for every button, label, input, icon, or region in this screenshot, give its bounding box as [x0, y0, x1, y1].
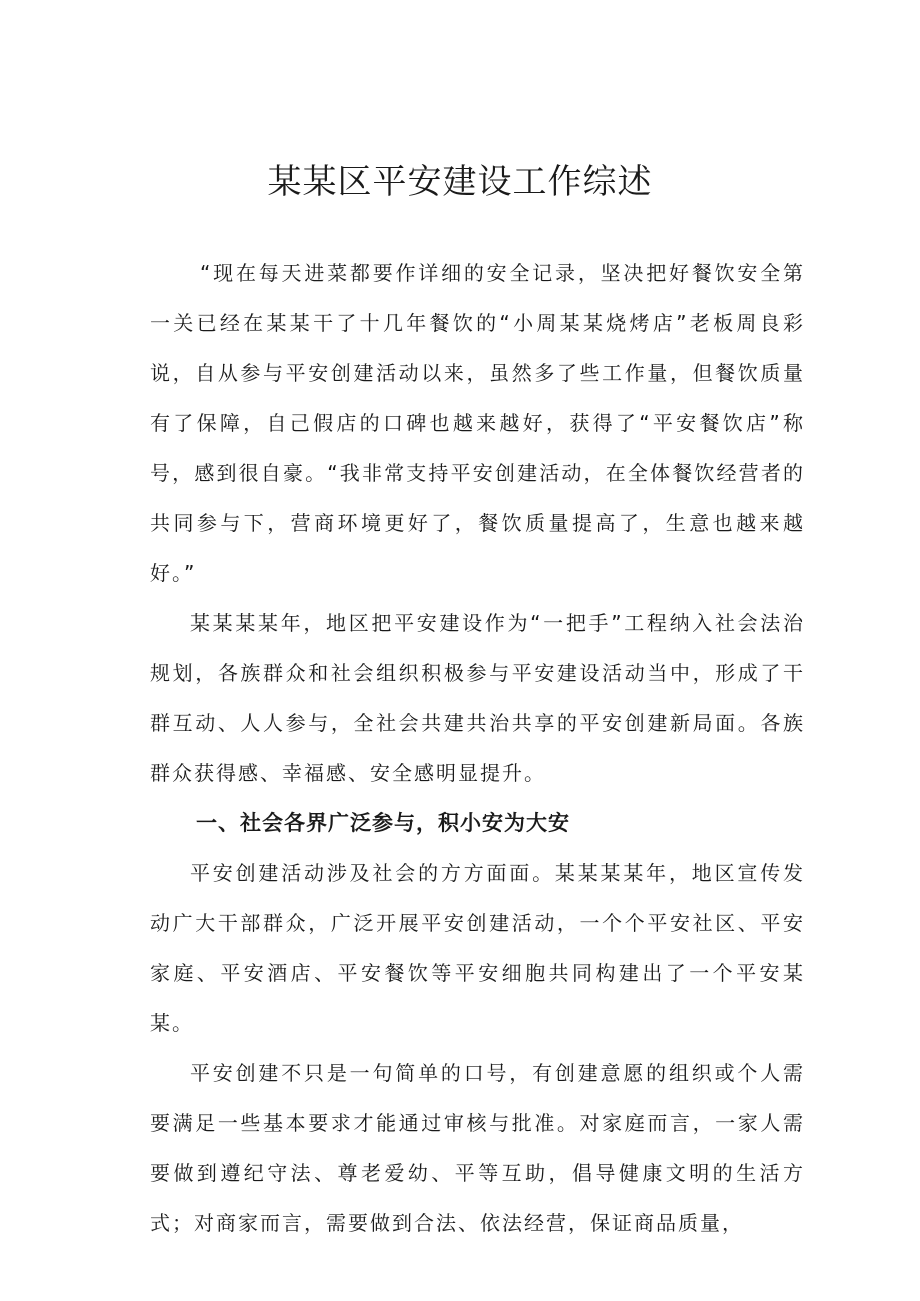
- section-1-paragraph-1: 平安创建活动涉及社会的方方面面。某某某某年，地区宣传发动广大干部群众，广泛开展平安创建活动，一个个平安社区、平安家庭、平安酒店、平安餐饮等平安细胞共同构建出了一个平安某某。: [150, 861, 805, 1035]
- section-1-paragraph-2: 平安创建不只是一句简单的口号，有创建意愿的组织或个人需要满足一些基本要求才能通过审核与批准。对家庭而言，一家人需要做到遵纪守法、尊老爱幼、平等互助，倡导健康文明的生活方式；对商家而言，需要做到合法、依法经营，保证商品质量，: [150, 1061, 805, 1235]
- paragraph-quote: “现在每天进菜都要作详细的安全记录，坚决把好餐饮安全第一关已经在某某干了十几年餐饮的“小周某某烧烤店”老板周良彩说，自从参与平安创建活动以来，虽然多了些工作量，但餐饮质量有了保障，自己假店的口碑也越来越好，获得了“平安餐饮店”称号，感到很自豪。“我非常支持平安创建活动，在全体餐饮经营者的共同参与下，营商环境更好了，餐饮质量提高了，生意也越来越好。”: [150, 261, 805, 585]
- document-body: [150, 248, 805, 1248]
- paragraph-intro: 某某某某年，地区把平安建设作为“一把手”工程纳入社会法治规划，各族群众和社会组织积极参与平安建设活动当中，形成了干群互动、人人参与，全社会共建共治共享的平安创建新局面。各族群众获得感、幸福感、安全感明显提升。: [150, 611, 805, 785]
- document-title: 某某区平安建设工作综述: [267, 162, 653, 202]
- section-heading-1: 一、社会各界广泛参与，积小安为大安: [196, 811, 570, 835]
